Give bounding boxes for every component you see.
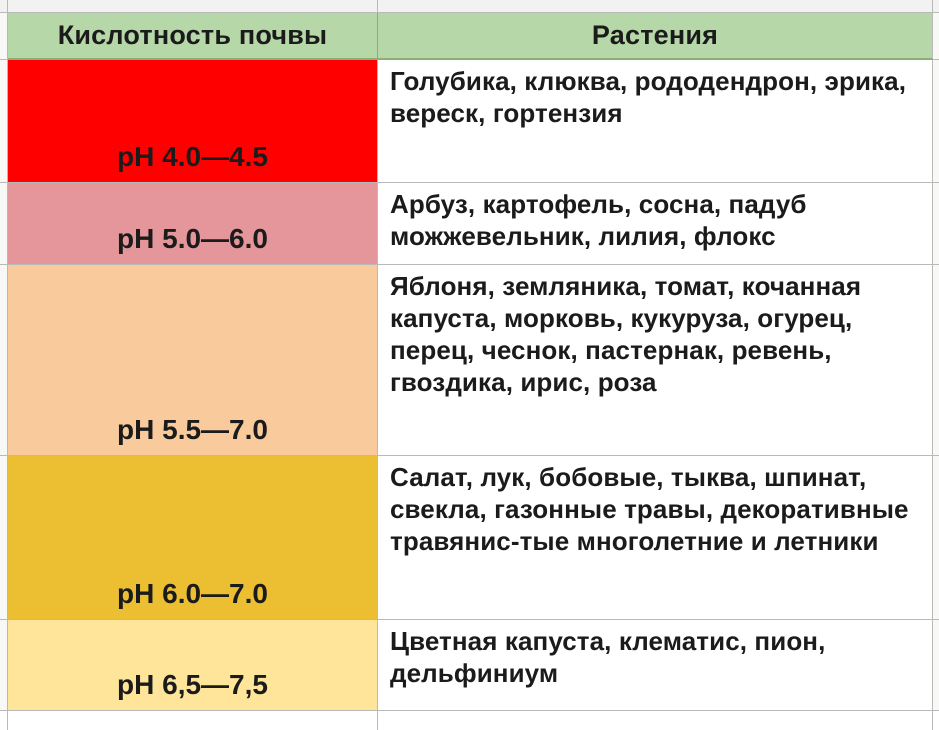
bottom-strip-plants-col: [378, 711, 933, 730]
gutter-right: [933, 60, 939, 183]
ph-range-cell: pH 6,5—7,5: [8, 620, 378, 711]
ph-range-cell: pH 5.0—6.0: [8, 183, 378, 265]
gutter-left: [0, 60, 8, 183]
header-plants: Растения: [378, 13, 933, 60]
header-acidity: Кислотность почвы: [8, 13, 378, 60]
gutter-left: [0, 265, 8, 456]
plants-list-cell: Цветная капуста, клематис, пион, дельфиниум: [378, 620, 933, 711]
gutter-right: [933, 13, 939, 60]
plants-list-cell: Салат, лук, бобовые, тыква, шпинат, свекла, газонные травы, декоративные травянис-тые многолетние и летники: [378, 456, 933, 620]
plants-list-cell: Арбуз, картофель, сосна, падуб можжевельник, лилия, флокс: [378, 183, 933, 265]
gutter-right: [933, 183, 939, 265]
bottom-strip-acidity-col: [8, 711, 378, 730]
plants-list-cell: Яблоня, земляника, томат, кочанная капуста, морковь, кукуруза, огурец, перец, чеснок, пастернак, ревень, гвоздика, ирис, роза: [378, 265, 933, 456]
gutter-right: [933, 456, 939, 620]
gutter-left: [0, 183, 8, 265]
gutter-left: [0, 456, 8, 620]
ph-range-cell: pH 4.0—4.5: [8, 60, 378, 183]
plants-list-cell: Голубика, клюква, рододендрон, эрика, вереск, гортензия: [378, 60, 933, 183]
top-strip-plants-col: [378, 0, 933, 13]
bottom-strip-gutter-left: [0, 711, 8, 730]
gutter-left: [0, 620, 8, 711]
bottom-strip-gutter-right: [933, 711, 939, 730]
gutter-left: [0, 13, 8, 60]
top-strip-acidity-col: [8, 0, 378, 13]
top-strip-gutter-left: [0, 0, 8, 13]
ph-range-cell: pH 5.5—7.0: [8, 265, 378, 456]
gutter-right: [933, 265, 939, 456]
ph-range-cell: pH 6.0—7.0: [8, 456, 378, 620]
gutter-right: [933, 620, 939, 711]
top-strip-gutter-right: [933, 0, 939, 13]
